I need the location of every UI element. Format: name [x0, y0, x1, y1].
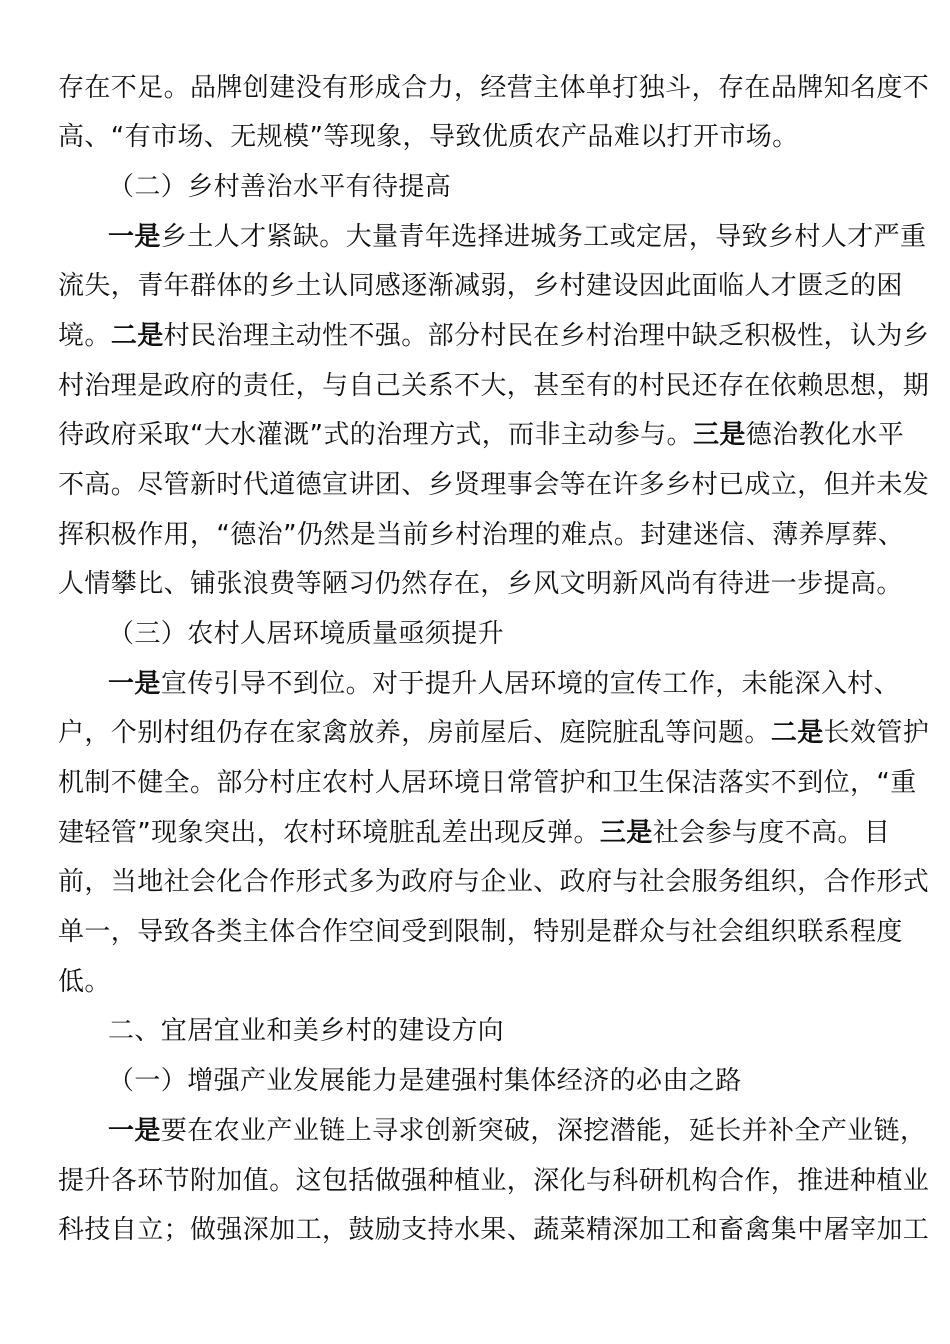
text-line: [58, 73, 930, 103]
text-line: [58, 1215, 930, 1245]
text-line: [58, 569, 903, 599]
text-run: 机制不健全。部分村庄农村人居环境日常管护和卫生保洁落实不到位，“重: [58, 768, 917, 798]
text-line: [108, 669, 901, 699]
text-run: 乡土人才紧缺。大量青年选择进城务工或定居，导致乡村人才严重: [160, 222, 927, 252]
bold-lead: 一是: [108, 222, 161, 252]
text-line: [58, 321, 930, 351]
text-run: （二）乡村善治水平有待提高: [108, 172, 452, 202]
text-line: [58, 420, 905, 450]
text-run: （三）农村人居环境质量亟须提升: [108, 619, 505, 649]
text-run: （一）增强产业发展能力是建强村集体经济的必由之路: [108, 1066, 742, 1096]
text-run: 前，当地社会化合作形式多为政府与企业、政府与社会服务组织，合作形式: [58, 867, 930, 897]
bold-lead: 三是: [599, 818, 653, 848]
text-run: 提升各环节附加值。这包括做强种植业，深化与科研机构合作，推进种植业: [58, 1166, 930, 1196]
text-run: 宣传引导不到位。对于提升人居环境的宣传工作，未能深入村、: [160, 669, 901, 699]
section-heading: [108, 172, 451, 202]
text-run: 挥积极作用，“德治”仍然是当前乡村治理的难点。封建迷信、薄养厚葬、: [58, 520, 905, 550]
text-line: [58, 867, 930, 897]
text-line: [58, 470, 930, 500]
bold-lead: 一是: [108, 669, 161, 699]
text-run: 长效管护: [823, 718, 930, 748]
text-line: [58, 917, 903, 947]
text-run: 高、“有市场、无规模”等现象，导致优质农产品难以打开市场。: [58, 122, 799, 152]
text-run: 建轻管”现象突出，农村环境脏乱差出现反弹。: [58, 818, 600, 848]
text-line: [58, 818, 891, 848]
text-run: 存在不足。品牌创建没有形成合力，经营主体单打独斗，存在品牌知名度不: [58, 73, 930, 103]
text-line: [58, 768, 917, 798]
text-line: [108, 222, 927, 252]
text-run: 不高。尽管新时代道德宣讲团、乡贤理事会等在许多乡村已成立，但并未发: [58, 470, 930, 500]
bold-lead: 二是: [110, 321, 164, 351]
text-line: [58, 967, 111, 997]
text-run: 社会参与度不高。目: [652, 818, 891, 848]
text-run: 流失，青年群体的乡土认同感逐渐减弱，乡村建设因此面临人才匮乏的困: [58, 271, 903, 301]
text-run: 村治理是政府的责任，与自己关系不大，甚至有的村民还存在依赖思想，期: [58, 371, 930, 401]
text-run: 境。: [58, 321, 111, 351]
section-heading: [108, 619, 504, 649]
section-heading: [108, 1066, 742, 1096]
text-run: 村民治理主动性不强。部分村民在乡村治理中缺乏积极性，认为乡: [163, 321, 930, 351]
text-line: [58, 271, 903, 301]
text-line: [58, 1166, 930, 1196]
bold-lead: 二是: [770, 718, 824, 748]
text-run: 要在农业产业链上寻求创新突破，深挖潜能，延长并补全产业链，: [160, 1116, 927, 1146]
text-line: [58, 371, 930, 401]
text-run: 人情攀比、铺张浪费等陋习仍然存在，乡风文明新风尚有待进一步提高。: [58, 569, 903, 599]
text-run: 二、宜居宜业和美乡村的建设方向: [108, 1016, 505, 1046]
text-line: [58, 718, 930, 748]
text-run: 德治教化水平: [745, 420, 905, 450]
text-line: [58, 122, 799, 152]
text-run: 低。: [58, 967, 111, 997]
bold-lead: 一是: [108, 1116, 161, 1146]
text-run: 科技自立；做强深加工，鼓励支持水果、蔬菜精深加工和畜禽集中屠宰加工: [58, 1215, 930, 1245]
text-run: 户，个别村组仍存在家禽放养，房前屋后、庭院脏乱等问题。: [58, 718, 771, 748]
text-line: [108, 1116, 927, 1146]
text-line: [58, 520, 905, 550]
bold-lead: 三是: [692, 420, 746, 450]
text-run: 待政府采取“大水灌溉”式的治理方式，而非主动参与。: [58, 420, 693, 450]
chapter-heading: [108, 1016, 504, 1046]
text-run: 单一，导致各类主体合作空间受到限制，特别是群众与社会组织联系程度: [58, 917, 903, 947]
